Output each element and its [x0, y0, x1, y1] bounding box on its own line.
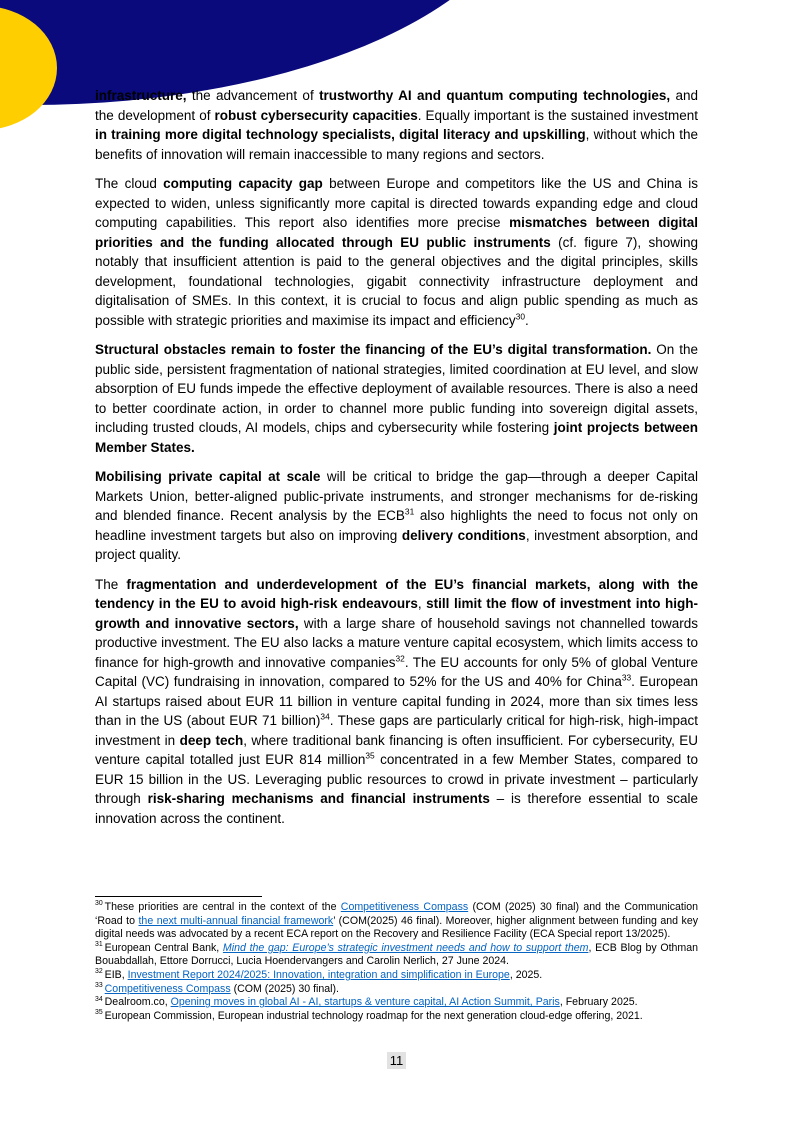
text-run: with a large share of household savings not channelled towards productive investment. The EU also lacks a mature venture capital ecosystem, which limits access to finance for high-growth and innovative companies [95, 615, 698, 670]
hyperlink[interactable]: Competitiveness Compass [340, 901, 469, 913]
text-run: European Commission, European industrial technology roadmap for the next generation cloud-edge offering, 2021. [104, 1009, 643, 1022]
paragraph [95, 575, 698, 829]
text-run: Structural obstacles remain to foster the financing of the EU’s digital transformation. [95, 342, 652, 357]
text-run: . [525, 312, 529, 328]
footnote-marker: 30 [95, 900, 103, 908]
footnote [95, 983, 698, 997]
footnote-marker: 33 [95, 982, 103, 990]
paragraph [95, 86, 698, 164]
hyperlink[interactable]: Opening moves in global AI - AI, startups & venture capital, AI Action Summit, Paris [170, 996, 560, 1009]
paragraph [95, 340, 698, 457]
text-run: trustworthy AI and quantum computing technologies, [319, 88, 671, 103]
footnotes-section [95, 896, 698, 1023]
footnote-marker: 34 [95, 995, 103, 1003]
footnote-marker: 35 [95, 1009, 103, 1017]
page-number: 11 [387, 1052, 407, 1069]
text-run: , February 2025. [559, 996, 638, 1009]
footnote [95, 969, 698, 983]
text-run: The cloud [95, 176, 164, 191]
text-run: in training more digital technology specialists, digital literacy and upskilling [95, 127, 586, 142]
text-run: fragmentation and underdevelopment of the EU’s financial markets, along with the tendency in the EU to avoid high-risk endeavours [95, 576, 699, 611]
text-run: . The EU accounts for only 5% of global Venture Capital (VC) fundraising in innovation, compared to 52% for the US and 40% for China [95, 654, 698, 689]
text-run: (COM (2025) 30 final) and the Communication ‘Road to [95, 901, 699, 927]
text-run: (COM (2025) 30 final). [230, 982, 339, 995]
footnote [95, 942, 698, 969]
footnote-reference: 34 [320, 711, 330, 722]
hyperlink[interactable]: Competitiveness Compass [104, 982, 231, 995]
text-run: joint projects between Member States. [95, 420, 698, 455]
footnote [95, 901, 698, 942]
text-run: . Equally important is the sustained investment [417, 107, 698, 123]
footnote-marker: 32 [95, 968, 103, 976]
text-run: deep tech [179, 732, 244, 748]
footnote-reference: 31 [404, 506, 415, 517]
text-run: and the development of [95, 88, 698, 123]
text-run: between Europe and competitors like the US and China is expected to widen, unless significantly more capital is directed towards expanding edge and cloud computing capabilities. This report also identifies more precise [95, 176, 698, 230]
paragraph [95, 174, 698, 330]
footnote [95, 1010, 698, 1024]
text-run: – is therefore essential to scale innovation across the continent. [95, 791, 698, 826]
text-run: , [417, 596, 427, 611]
footnote-list [95, 901, 698, 1023]
hyperlink[interactable]: Investment Report 2024/2025: Innovation, integration and simplification in Europe [127, 968, 510, 981]
hyperlink[interactable]: the next multi-annual financial framework [138, 914, 334, 927]
hyperlink[interactable]: Mind the gap: Europe’s strategic investment needs and how to support them [222, 941, 589, 954]
text-run: infrastructure, [95, 88, 187, 103]
text-run: delivery conditions [401, 527, 526, 543]
text-run: risk-sharing mechanisms and financial instruments [147, 791, 490, 806]
body-text [95, 86, 698, 838]
text-run: the advancement of [186, 88, 320, 103]
text-run: ’ (COM(2025) 46 final). Moreover, higher alignment between funding and key digital needs was advocated by a recent ECA report on the Recovery and Resilience Facility (ECA Special report 13/2025). [95, 914, 699, 941]
text-run: European Central Bank, [104, 941, 223, 954]
paragraph [95, 467, 698, 565]
text-run: mismatches between digital priorities and the funding allocated through EU public instruments [95, 215, 698, 250]
text-run: Mobilising private capital at scale [95, 469, 321, 484]
text-run: also highlights the need to focus not only on headline investment targets but also on improving [95, 508, 698, 543]
text-run: On the public side, persistent fragmentation of national strategies, limited coordination at EU level, and slow absorption of EU funds impede the effective deployment of available resources. There is also a need to better coordinate action, in order to channel more public funding into sovereign digital assets, including trusted clouds, AI models, chips and cybersecurity while fostering [95, 342, 698, 435]
text-run: . European AI startups raised about EUR 11 billion in venture capital funding in 2024, more than six times less than in the US (about EUR 71 billion) [95, 674, 698, 728]
footnote-reference: 32 [395, 653, 405, 663]
text-run: robust cybersecurity capacities [214, 107, 418, 123]
text-run: , ECB Blog by Othman Bouabdallah, Ettore Dorrucci, Lucia Hoendervangers and Carolin Nerlich, 27 June 2024. [95, 941, 699, 968]
footnote-reference: 35 [365, 750, 375, 761]
footnote-reference: 33 [621, 672, 632, 683]
text-run: will be critical to bridge the gap—through a deeper Capital Markets Union, better-aligned public-private instruments, and stronger mechanisms for de-risking and blended finance. Recent analysis by the ECB [95, 469, 698, 523]
text-run: concentrated in a few Member States, compared to EUR 15 billion in the US. Leveraging public resources to crowd in private investment – particularly through [95, 752, 698, 806]
footnote-separator [95, 896, 262, 897]
footnote-reference: 30 [515, 311, 525, 321]
text-run: , investment absorption, and project quality. [95, 527, 698, 562]
text-run: (cf. figure 7), showing notably that insufficient attention is paid to the general objectives and the digital principles, skills development, foundational technologies, gigabit connectivity infrastructure deployment and digitalisation of SMEs. In this context, it is crucial to focus and align public spending as much as possible with strategic priorities and maximise its impact and efficiency [95, 234, 698, 328]
text-run: EIB, [104, 968, 128, 981]
text-run: , 2025. [509, 968, 543, 981]
footnote-marker: 31 [95, 941, 103, 949]
text-run: The [95, 576, 127, 592]
text-run: still limit the flow of investment into high-growth and innovative sectors, [95, 596, 698, 631]
page-number-row [0, 1053, 793, 1068]
text-run: computing capacity gap [163, 176, 323, 191]
text-run: , without which the benefits of innovation will remain inaccessible to many regions and sectors. [95, 127, 699, 162]
text-run: These priorities are central in the context of the [104, 901, 341, 913]
text-run: , where traditional bank financing is often insufficient. For cybersecurity, EU venture capital totalled just EUR 814 million [95, 732, 698, 767]
text-run: . These gaps are particularly critical for high-risk, high-impact investment in [95, 713, 698, 748]
text-run: Dealroom.co, [104, 996, 171, 1009]
footnote [95, 996, 698, 1010]
